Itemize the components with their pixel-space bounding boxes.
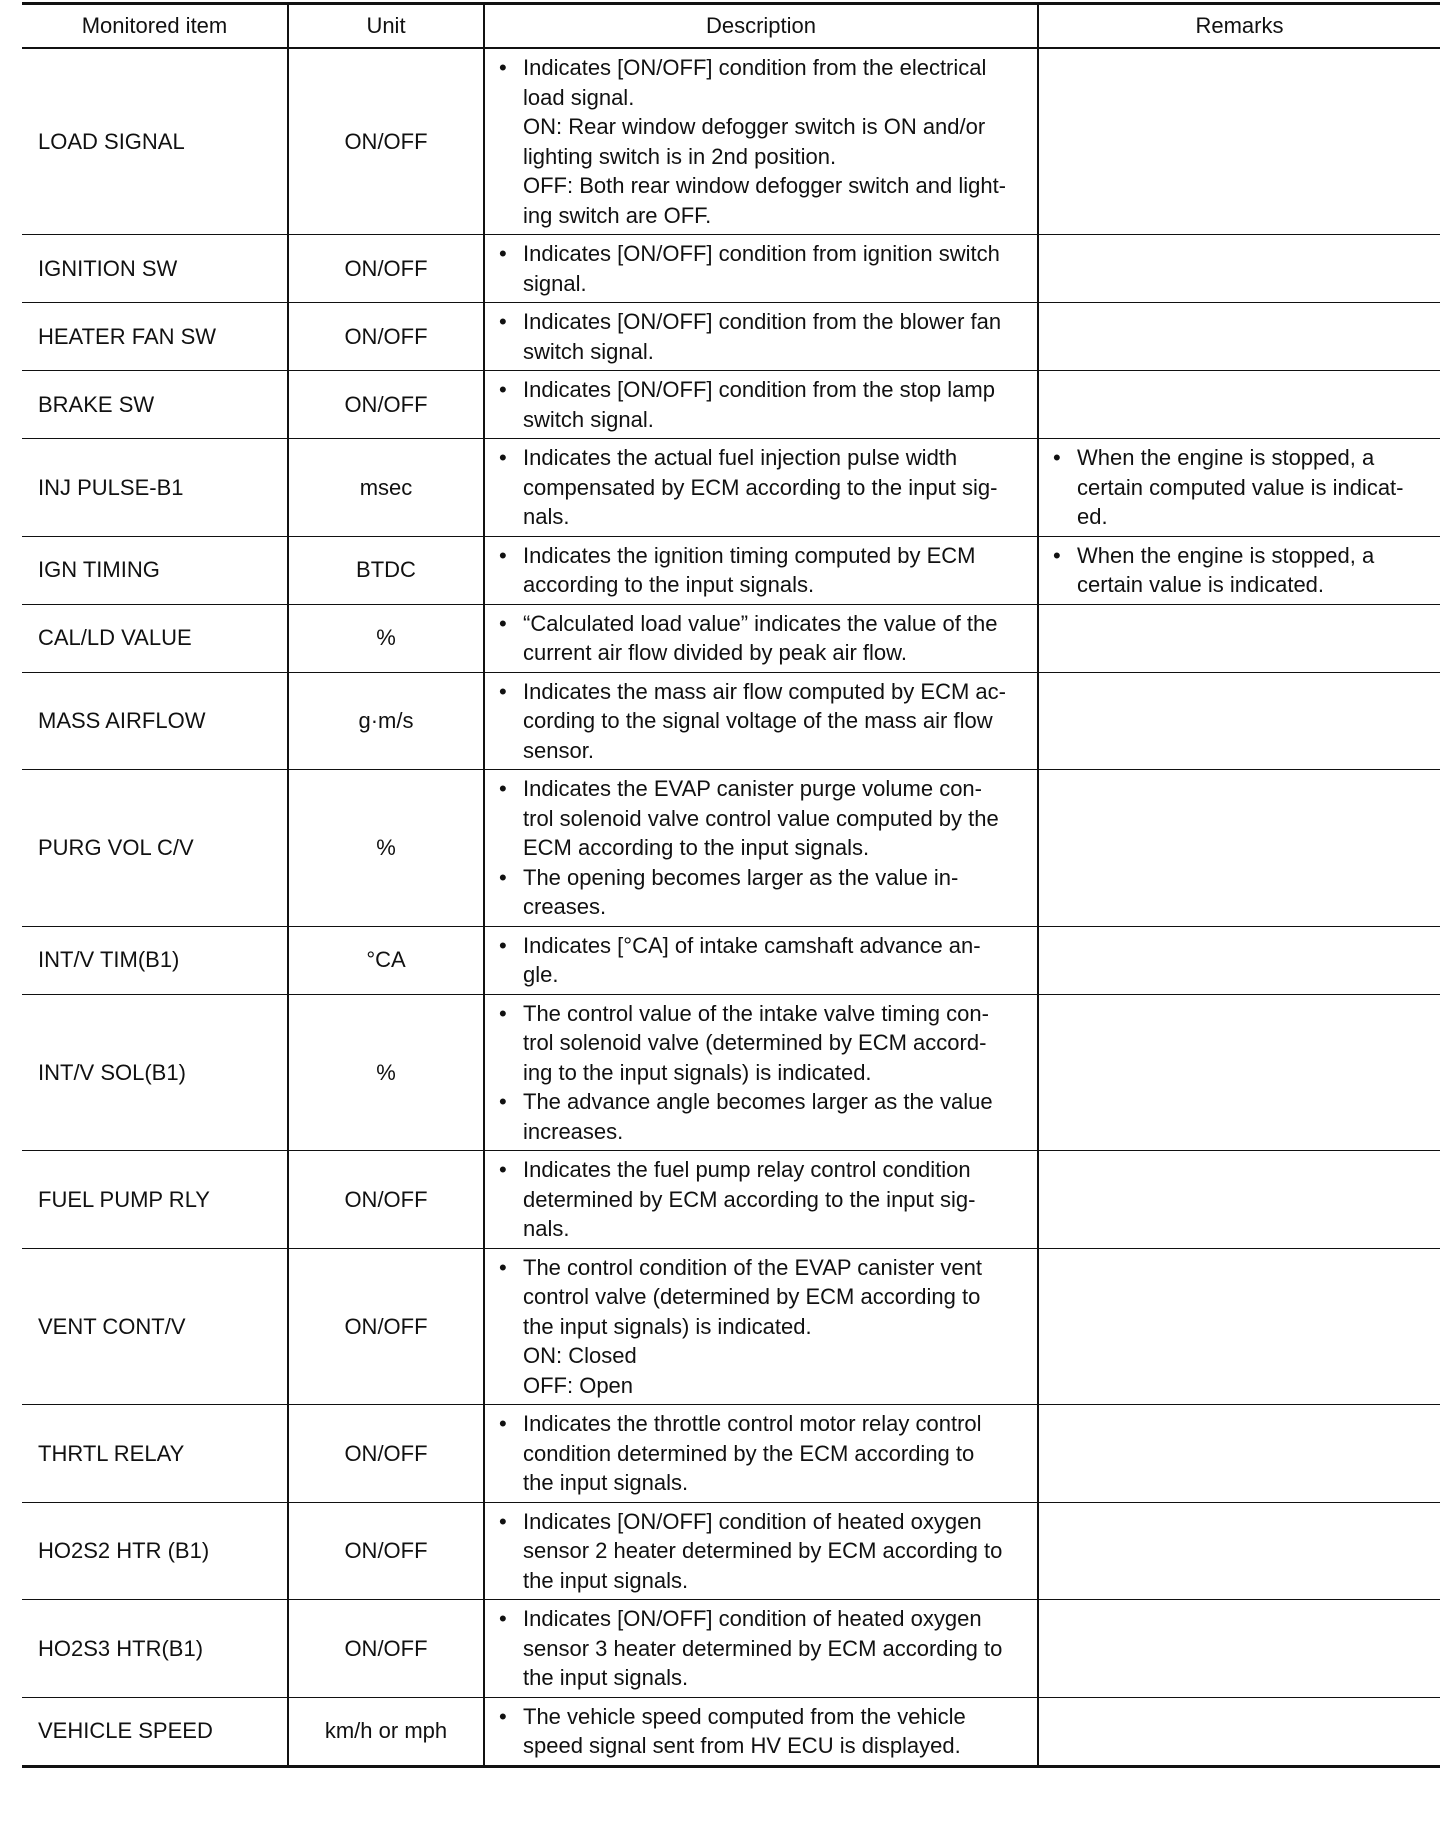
- remarks-bullet-list: [1047, 541, 1432, 600]
- remarks-cell: [1038, 1600, 1440, 1698]
- table-row: [22, 439, 1440, 537]
- unit-cell: ON/OFF: [288, 1151, 484, 1249]
- description-text-line: control valve (determined by ECM according to: [523, 1284, 981, 1309]
- description-cell: [484, 770, 1038, 927]
- header-monitored-item: Monitored item: [22, 4, 288, 49]
- description-bullet: [493, 1155, 1029, 1244]
- remarks-cell: [1038, 371, 1440, 439]
- remarks-text-line: • When the engine is stopped, a: [1077, 445, 1375, 470]
- monitored-item-cell: INT/V TIM(B1): [22, 926, 288, 994]
- description-cell: [484, 439, 1038, 537]
- description-text-line: ON: Closed: [523, 1343, 637, 1368]
- table-row: [22, 770, 1440, 927]
- description-text-line: gle.: [523, 962, 559, 987]
- table-row: [22, 1502, 1440, 1600]
- description-cell: [484, 1502, 1038, 1600]
- description-text-line: • Indicates [ON/OFF] condition from the blower fan: [523, 309, 1002, 334]
- description-bullet: [493, 1253, 1029, 1401]
- table-row: [22, 1697, 1440, 1766]
- monitored-item-cell: IGNITION SW: [22, 235, 288, 303]
- description-cell: [484, 1697, 1038, 1766]
- description-cell: [484, 994, 1038, 1151]
- description-text-line: • Indicates [ON/OFF] condition of heated oxygen: [523, 1606, 982, 1631]
- description-cell: [484, 235, 1038, 303]
- unit-cell: %: [288, 994, 484, 1151]
- remarks-cell: [1038, 1697, 1440, 1766]
- description-bullet-list: [493, 307, 1029, 366]
- monitored-item-cell: FUEL PUMP RLY: [22, 1151, 288, 1249]
- table-row: [22, 994, 1440, 1151]
- description-text-line: OFF: Open: [523, 1372, 634, 1398]
- description-bullet-list: [493, 677, 1029, 766]
- description-text-line: nals.: [523, 1216, 570, 1241]
- description-text-line: switch signal.: [523, 406, 654, 432]
- remarks-cell: [1038, 672, 1440, 770]
- description-bullet-list: [493, 1507, 1029, 1596]
- header-remarks: Remarks: [1038, 4, 1440, 49]
- description-text-line: signal.: [523, 270, 587, 296]
- remarks-cell: [1038, 235, 1440, 303]
- unit-cell: ON/OFF: [288, 1405, 484, 1503]
- table-row: [22, 1248, 1440, 1405]
- description-bullet: [493, 53, 1029, 230]
- description-bullet-list: [493, 239, 1029, 298]
- monitored-item-cell: VEHICLE SPEED: [22, 1697, 288, 1766]
- remarks-cell: [1038, 1502, 1440, 1600]
- description-text-line: • Indicates the ignition timing computed by ECM: [523, 542, 976, 568]
- table-row: [22, 371, 1440, 439]
- description-text-line: switch signal.: [523, 338, 654, 364]
- unit-cell: g·m/s: [288, 672, 484, 770]
- description-text-line: ECM according to the input signals.: [523, 835, 870, 860]
- description-bullet: [493, 1702, 1029, 1761]
- description-text-line: sensor.: [523, 737, 594, 763]
- description-bullet: [493, 999, 1029, 1088]
- header-description: Description: [484, 4, 1038, 49]
- description-text-line: compensated by ECM according to the input sig-: [523, 474, 998, 500]
- table-body: [22, 48, 1440, 1766]
- description-text-line: • The vehicle speed computed from the vehicle: [523, 1703, 966, 1729]
- description-bullet: [493, 239, 1029, 298]
- description-text-line: ing to the input signals) is indicated.: [523, 1059, 872, 1085]
- remarks-bullet-list: [1047, 443, 1432, 532]
- description-text-line: cording to the signal voltage of the mass air flow: [523, 708, 993, 733]
- monitored-item-cell: INT/V SOL(B1): [22, 994, 288, 1151]
- unit-cell: msec: [288, 439, 484, 537]
- description-bullet: [493, 677, 1029, 766]
- remarks-cell: [1038, 439, 1440, 537]
- description-text-line: the input signals.: [523, 1567, 689, 1593]
- description-bullet: [493, 541, 1029, 600]
- description-text-line: trol solenoid valve (determined by ECM accord-: [523, 1030, 987, 1055]
- remarks-text-line: certain value is indicated.: [1077, 572, 1325, 597]
- unit-cell: ON/OFF: [288, 303, 484, 371]
- description-bullet-list: [493, 1253, 1029, 1401]
- description-text-line: ing switch are OFF.: [523, 202, 712, 228]
- description-text-line: • “Calculated load value” indicates the value of the: [523, 610, 998, 636]
- description-text-line: • Indicates the throttle control motor relay control: [523, 1411, 982, 1436]
- description-bullet-list: [493, 375, 1029, 434]
- remarks-cell: [1038, 926, 1440, 994]
- monitored-item-cell: HEATER FAN SW: [22, 303, 288, 371]
- description-text-line: • Indicates [ON/OFF] condition from ignition switch: [523, 241, 1000, 266]
- description-text-line: condition determined by the ECM according to: [523, 1440, 975, 1466]
- description-cell: [484, 1600, 1038, 1698]
- table-row: [22, 1405, 1440, 1503]
- description-text-line: • Indicates the actual fuel injection pulse width: [523, 445, 958, 470]
- description-text-line: lighting switch is in 2nd position.: [523, 143, 837, 169]
- description-text-line: • Indicates [ON/OFF] condition of heated oxygen: [523, 1508, 982, 1534]
- header-unit: Unit: [288, 4, 484, 49]
- monitored-item-cell: IGN TIMING: [22, 536, 288, 604]
- description-bullet: [493, 1604, 1029, 1693]
- description-bullet: [493, 375, 1029, 434]
- description-text-line: • The control value of the intake valve timing con-: [523, 1000, 989, 1026]
- description-bullet: [493, 1507, 1029, 1596]
- description-cell: [484, 1405, 1038, 1503]
- unit-cell: ON/OFF: [288, 1248, 484, 1405]
- description-bullet: [493, 774, 1029, 863]
- description-text-line: determined by ECM according to the input sig-: [523, 1186, 976, 1212]
- monitored-item-cell: LOAD SIGNAL: [22, 48, 288, 235]
- description-bullet-list: [493, 609, 1029, 668]
- description-text-line: load signal.: [523, 84, 635, 110]
- description-text-line: • Indicates the mass air flow computed by ECM ac-: [523, 678, 1006, 704]
- remarks-bullet: [1047, 443, 1432, 532]
- remarks-cell: [1038, 1405, 1440, 1503]
- monitored-items-page: [22, 2, 1440, 1768]
- monitored-item-cell: PURG VOL C/V: [22, 770, 288, 927]
- table-header-row: [22, 4, 1440, 49]
- description-cell: [484, 536, 1038, 604]
- description-cell: [484, 1151, 1038, 1249]
- description-text-line: speed signal sent from HV ECU is displayed.: [523, 1733, 961, 1758]
- description-cell: [484, 371, 1038, 439]
- table-row: [22, 1600, 1440, 1698]
- description-text-line: • Indicates the EVAP canister purge volume con-: [523, 776, 982, 801]
- monitored-item-cell: CAL/LD VALUE: [22, 604, 288, 672]
- remarks-cell: [1038, 1151, 1440, 1249]
- description-text-line: according to the input signals.: [523, 572, 815, 597]
- description-text-line: • The advance angle becomes larger as the value: [523, 1089, 993, 1114]
- description-bullet-list: [493, 1155, 1029, 1244]
- description-text-line: the input signals.: [523, 1665, 689, 1690]
- description-text-line: • The control condition of the EVAP canister vent: [523, 1254, 983, 1280]
- table-row: [22, 235, 1440, 303]
- remarks-text-line: certain computed value is indicat-: [1077, 474, 1404, 500]
- unit-cell: ON/OFF: [288, 1502, 484, 1600]
- description-cell: [484, 303, 1038, 371]
- unit-cell: ON/OFF: [288, 371, 484, 439]
- description-text-line: ON: Rear window defogger switch is ON and/or: [523, 114, 986, 139]
- description-bullet-list: [493, 931, 1029, 990]
- remarks-text-line: • When the engine is stopped, a: [1077, 542, 1375, 568]
- remarks-cell: [1038, 604, 1440, 672]
- description-bullet-list: [493, 774, 1029, 922]
- description-cell: [484, 926, 1038, 994]
- description-bullet-list: [493, 1604, 1029, 1693]
- table-row: [22, 48, 1440, 235]
- monitored-item-cell: HO2S2 HTR (B1): [22, 1502, 288, 1600]
- description-bullet: [493, 931, 1029, 990]
- table-row: [22, 303, 1440, 371]
- unit-cell: %: [288, 604, 484, 672]
- description-text-line: current air flow divided by peak air flow.: [523, 640, 907, 665]
- monitored-item-cell: HO2S3 HTR(B1): [22, 1600, 288, 1698]
- description-bullet-list: [493, 999, 1029, 1147]
- remarks-bullet: [1047, 541, 1432, 600]
- description-text-line: nals.: [523, 504, 570, 529]
- remarks-cell: [1038, 1248, 1440, 1405]
- description-text-line: the input signals.: [523, 1470, 689, 1495]
- description-text-line: • Indicates the fuel pump relay control condition: [523, 1157, 971, 1182]
- table-row: [22, 926, 1440, 994]
- remarks-cell: [1038, 48, 1440, 235]
- description-text-line: • Indicates [ON/OFF] condition from the stop lamp: [523, 377, 995, 402]
- description-bullet-list: [493, 541, 1029, 600]
- table-row: [22, 1151, 1440, 1249]
- monitored-item-cell: THRTL RELAY: [22, 1405, 288, 1503]
- unit-cell: °CA: [288, 926, 484, 994]
- description-text-line: sensor 3 heater determined by ECM according to: [523, 1635, 1003, 1661]
- monitored-item-cell: BRAKE SW: [22, 371, 288, 439]
- table-row: [22, 604, 1440, 672]
- description-text-line: OFF: Both rear window defogger switch and light-: [523, 173, 1007, 198]
- unit-cell: %: [288, 770, 484, 927]
- unit-cell: km/h or mph: [288, 1697, 484, 1766]
- description-text-line: sensor 2 heater determined by ECM according to: [523, 1538, 1003, 1563]
- description-bullet: [493, 443, 1029, 532]
- unit-cell: ON/OFF: [288, 1600, 484, 1698]
- table-row: [22, 536, 1440, 604]
- description-bullet: [493, 1087, 1029, 1146]
- table-row: [22, 672, 1440, 770]
- monitored-items-table: [22, 2, 1440, 1768]
- description-cell: [484, 48, 1038, 235]
- monitored-item-cell: INJ PULSE-B1: [22, 439, 288, 537]
- description-bullet: [493, 863, 1029, 922]
- description-bullet: [493, 1409, 1029, 1498]
- description-text-line: • The opening becomes larger as the value in-: [523, 864, 959, 890]
- description-text-line: creases.: [523, 894, 607, 919]
- description-text-line: trol solenoid valve control value computed by the: [523, 805, 999, 831]
- remarks-cell: [1038, 303, 1440, 371]
- description-text-line: the input signals) is indicated.: [523, 1313, 812, 1339]
- remarks-cell: [1038, 536, 1440, 604]
- remarks-text-line: ed.: [1077, 504, 1108, 529]
- description-bullet-list: [493, 1409, 1029, 1498]
- remarks-cell: [1038, 770, 1440, 927]
- description-bullet-list: [493, 53, 1029, 230]
- monitored-item-cell: MASS AIRFLOW: [22, 672, 288, 770]
- description-cell: [484, 1248, 1038, 1405]
- description-bullet-list: [493, 443, 1029, 532]
- remarks-cell: [1038, 994, 1440, 1151]
- unit-cell: ON/OFF: [288, 235, 484, 303]
- description-text-line: • Indicates [°CA] of intake camshaft advance an-: [523, 932, 981, 958]
- description-bullet-list: [493, 1702, 1029, 1761]
- description-bullet: [493, 307, 1029, 366]
- description-text-line: increases.: [523, 1118, 624, 1144]
- description-cell: [484, 604, 1038, 672]
- description-text-line: • Indicates [ON/OFF] condition from the electrical: [523, 55, 987, 80]
- unit-cell: BTDC: [288, 536, 484, 604]
- monitored-item-cell: VENT CONT/V: [22, 1248, 288, 1405]
- description-cell: [484, 672, 1038, 770]
- unit-cell: ON/OFF: [288, 48, 484, 235]
- description-bullet: [493, 609, 1029, 668]
